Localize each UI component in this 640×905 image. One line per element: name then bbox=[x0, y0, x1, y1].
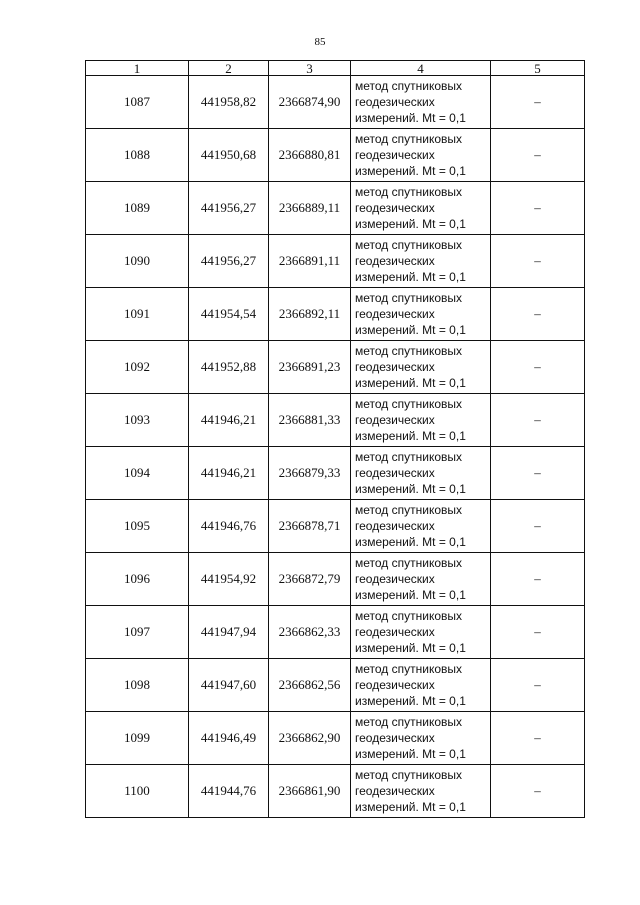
point-number-cell: 1087 bbox=[86, 76, 189, 129]
coordinates-table bbox=[85, 60, 585, 818]
column-header-3: 3 bbox=[269, 61, 351, 76]
y-coordinate-cell: 2366891,11 bbox=[269, 235, 351, 288]
point-number-cell: 1100 bbox=[86, 765, 189, 818]
method-cell bbox=[351, 341, 491, 394]
method-cell bbox=[351, 712, 491, 765]
y-coordinate-cell: 2366862,33 bbox=[269, 606, 351, 659]
table-row bbox=[86, 394, 585, 447]
method-line: геодезических bbox=[355, 519, 435, 533]
note-cell: – bbox=[491, 182, 585, 235]
y-coordinate-cell: 2366861,90 bbox=[269, 765, 351, 818]
x-coordinate-cell: 441956,27 bbox=[189, 235, 269, 288]
method-line: измерений. Mt = 0,1 bbox=[355, 641, 466, 655]
point-number-cell: 1092 bbox=[86, 341, 189, 394]
x-coordinate-cell: 441954,92 bbox=[189, 553, 269, 606]
note-cell: – bbox=[491, 129, 585, 182]
method-cell bbox=[351, 606, 491, 659]
x-coordinate-cell: 441947,60 bbox=[189, 659, 269, 712]
method-line: геодезических bbox=[355, 413, 435, 427]
point-number-cell: 1093 bbox=[86, 394, 189, 447]
table-row bbox=[86, 765, 585, 818]
method-line: метод спутниковых bbox=[355, 344, 463, 358]
y-coordinate-cell: 2366889,11 bbox=[269, 182, 351, 235]
note-cell: – bbox=[491, 712, 585, 765]
method-line: измерений. Mt = 0,1 bbox=[355, 270, 466, 284]
x-coordinate-cell: 441946,21 bbox=[189, 394, 269, 447]
column-header-1: 1 bbox=[86, 61, 189, 76]
method-cell bbox=[351, 394, 491, 447]
column-header-2: 2 bbox=[189, 61, 269, 76]
note-cell: – bbox=[491, 765, 585, 818]
y-coordinate-cell: 2366862,56 bbox=[269, 659, 351, 712]
note-cell: – bbox=[491, 341, 585, 394]
table-row bbox=[86, 129, 585, 182]
method-line: измерений. Mt = 0,1 bbox=[355, 482, 466, 496]
method-cell bbox=[351, 447, 491, 500]
method-line: метод спутниковых bbox=[355, 291, 463, 305]
x-coordinate-cell: 441950,68 bbox=[189, 129, 269, 182]
method-line: измерений. Mt = 0,1 bbox=[355, 429, 466, 443]
method-cell bbox=[351, 288, 491, 341]
method-line: геодезических bbox=[355, 731, 435, 745]
method-line: метод спутниковых bbox=[355, 662, 463, 676]
method-line: метод спутниковых bbox=[355, 556, 463, 570]
method-line: измерений. Mt = 0,1 bbox=[355, 535, 466, 549]
x-coordinate-cell: 441954,54 bbox=[189, 288, 269, 341]
page-number: 85 bbox=[314, 36, 326, 48]
note-cell: – bbox=[491, 500, 585, 553]
method-line: геодезических bbox=[355, 678, 435, 692]
method-line: измерений. Mt = 0,1 bbox=[355, 800, 466, 814]
note-cell: – bbox=[491, 288, 585, 341]
y-coordinate-cell: 2366878,71 bbox=[269, 500, 351, 553]
y-coordinate-cell: 2366891,23 bbox=[269, 341, 351, 394]
method-line: метод спутниковых bbox=[355, 238, 463, 252]
point-number-cell: 1089 bbox=[86, 182, 189, 235]
method-line: геодезических bbox=[355, 148, 435, 162]
method-cell bbox=[351, 76, 491, 129]
x-coordinate-cell: 441952,88 bbox=[189, 341, 269, 394]
note-cell: – bbox=[491, 553, 585, 606]
method-line: измерений. Mt = 0,1 bbox=[355, 747, 466, 761]
method-line: геодезических bbox=[355, 625, 435, 639]
point-number-cell: 1088 bbox=[86, 129, 189, 182]
table-row bbox=[86, 500, 585, 553]
point-number-cell: 1090 bbox=[86, 235, 189, 288]
note-cell: – bbox=[491, 235, 585, 288]
method-line: геодезических bbox=[355, 360, 435, 374]
method-line: измерений. Mt = 0,1 bbox=[355, 323, 466, 337]
method-line: геодезических bbox=[355, 95, 435, 109]
y-coordinate-cell: 2366879,33 bbox=[269, 447, 351, 500]
method-line: геодезических bbox=[355, 784, 435, 798]
column-header-5: 5 bbox=[491, 61, 585, 76]
method-line: геодезических bbox=[355, 201, 435, 215]
method-line: метод спутниковых bbox=[355, 715, 463, 729]
table-row bbox=[86, 606, 585, 659]
y-coordinate-cell: 2366881,33 bbox=[269, 394, 351, 447]
method-line: метод спутниковых bbox=[355, 79, 463, 93]
method-line: измерений. Mt = 0,1 bbox=[355, 217, 466, 231]
note-cell: – bbox=[491, 659, 585, 712]
method-line: геодезических bbox=[355, 572, 435, 586]
method-line: измерений. Mt = 0,1 bbox=[355, 376, 466, 390]
method-line: метод спутниковых bbox=[355, 397, 463, 411]
point-number-cell: 1095 bbox=[86, 500, 189, 553]
table-row bbox=[86, 659, 585, 712]
note-cell: – bbox=[491, 394, 585, 447]
method-line: геодезических bbox=[355, 307, 435, 321]
x-coordinate-cell: 441946,21 bbox=[189, 447, 269, 500]
y-coordinate-cell: 2366892,11 bbox=[269, 288, 351, 341]
y-coordinate-cell: 2366874,90 bbox=[269, 76, 351, 129]
method-cell bbox=[351, 659, 491, 712]
table-row bbox=[86, 712, 585, 765]
method-cell bbox=[351, 235, 491, 288]
table-body bbox=[86, 76, 585, 818]
table-row bbox=[86, 288, 585, 341]
method-line: метод спутниковых bbox=[355, 132, 463, 146]
x-coordinate-cell: 441947,94 bbox=[189, 606, 269, 659]
point-number-cell: 1099 bbox=[86, 712, 189, 765]
x-coordinate-cell: 441946,49 bbox=[189, 712, 269, 765]
table-row bbox=[86, 447, 585, 500]
x-coordinate-cell: 441958,82 bbox=[189, 76, 269, 129]
method-cell bbox=[351, 129, 491, 182]
note-cell: – bbox=[491, 76, 585, 129]
y-coordinate-cell: 2366872,79 bbox=[269, 553, 351, 606]
method-line: метод спутниковых bbox=[355, 609, 463, 623]
column-header-4: 4 bbox=[351, 61, 491, 76]
point-number-cell: 1096 bbox=[86, 553, 189, 606]
x-coordinate-cell: 441944,76 bbox=[189, 765, 269, 818]
table-row bbox=[86, 182, 585, 235]
y-coordinate-cell: 2366862,90 bbox=[269, 712, 351, 765]
table-row bbox=[86, 76, 585, 129]
method-line: измерений. Mt = 0,1 bbox=[355, 111, 466, 125]
point-number-cell: 1094 bbox=[86, 447, 189, 500]
method-cell bbox=[351, 182, 491, 235]
y-coordinate-cell: 2366880,81 bbox=[269, 129, 351, 182]
method-line: измерений. Mt = 0,1 bbox=[355, 694, 466, 708]
point-number-cell: 1091 bbox=[86, 288, 189, 341]
method-cell bbox=[351, 765, 491, 818]
method-line: метод спутниковых bbox=[355, 503, 463, 517]
method-cell bbox=[351, 500, 491, 553]
table-row bbox=[86, 553, 585, 606]
method-line: измерений. Mt = 0,1 bbox=[355, 588, 466, 602]
note-cell: – bbox=[491, 447, 585, 500]
table-row bbox=[86, 235, 585, 288]
method-line: измерений. Mt = 0,1 bbox=[355, 164, 466, 178]
method-line: геодезических bbox=[355, 466, 435, 480]
point-number-cell: 1097 bbox=[86, 606, 189, 659]
note-cell: – bbox=[491, 606, 585, 659]
point-number-cell: 1098 bbox=[86, 659, 189, 712]
method-cell bbox=[351, 553, 491, 606]
method-line: метод спутниковых bbox=[355, 768, 463, 782]
table-header-row bbox=[86, 61, 585, 76]
method-line: метод спутниковых bbox=[355, 450, 463, 464]
x-coordinate-cell: 441946,76 bbox=[189, 500, 269, 553]
method-line: геодезических bbox=[355, 254, 435, 268]
method-line: метод спутниковых bbox=[355, 185, 463, 199]
table-row bbox=[86, 341, 585, 394]
x-coordinate-cell: 441956,27 bbox=[189, 182, 269, 235]
